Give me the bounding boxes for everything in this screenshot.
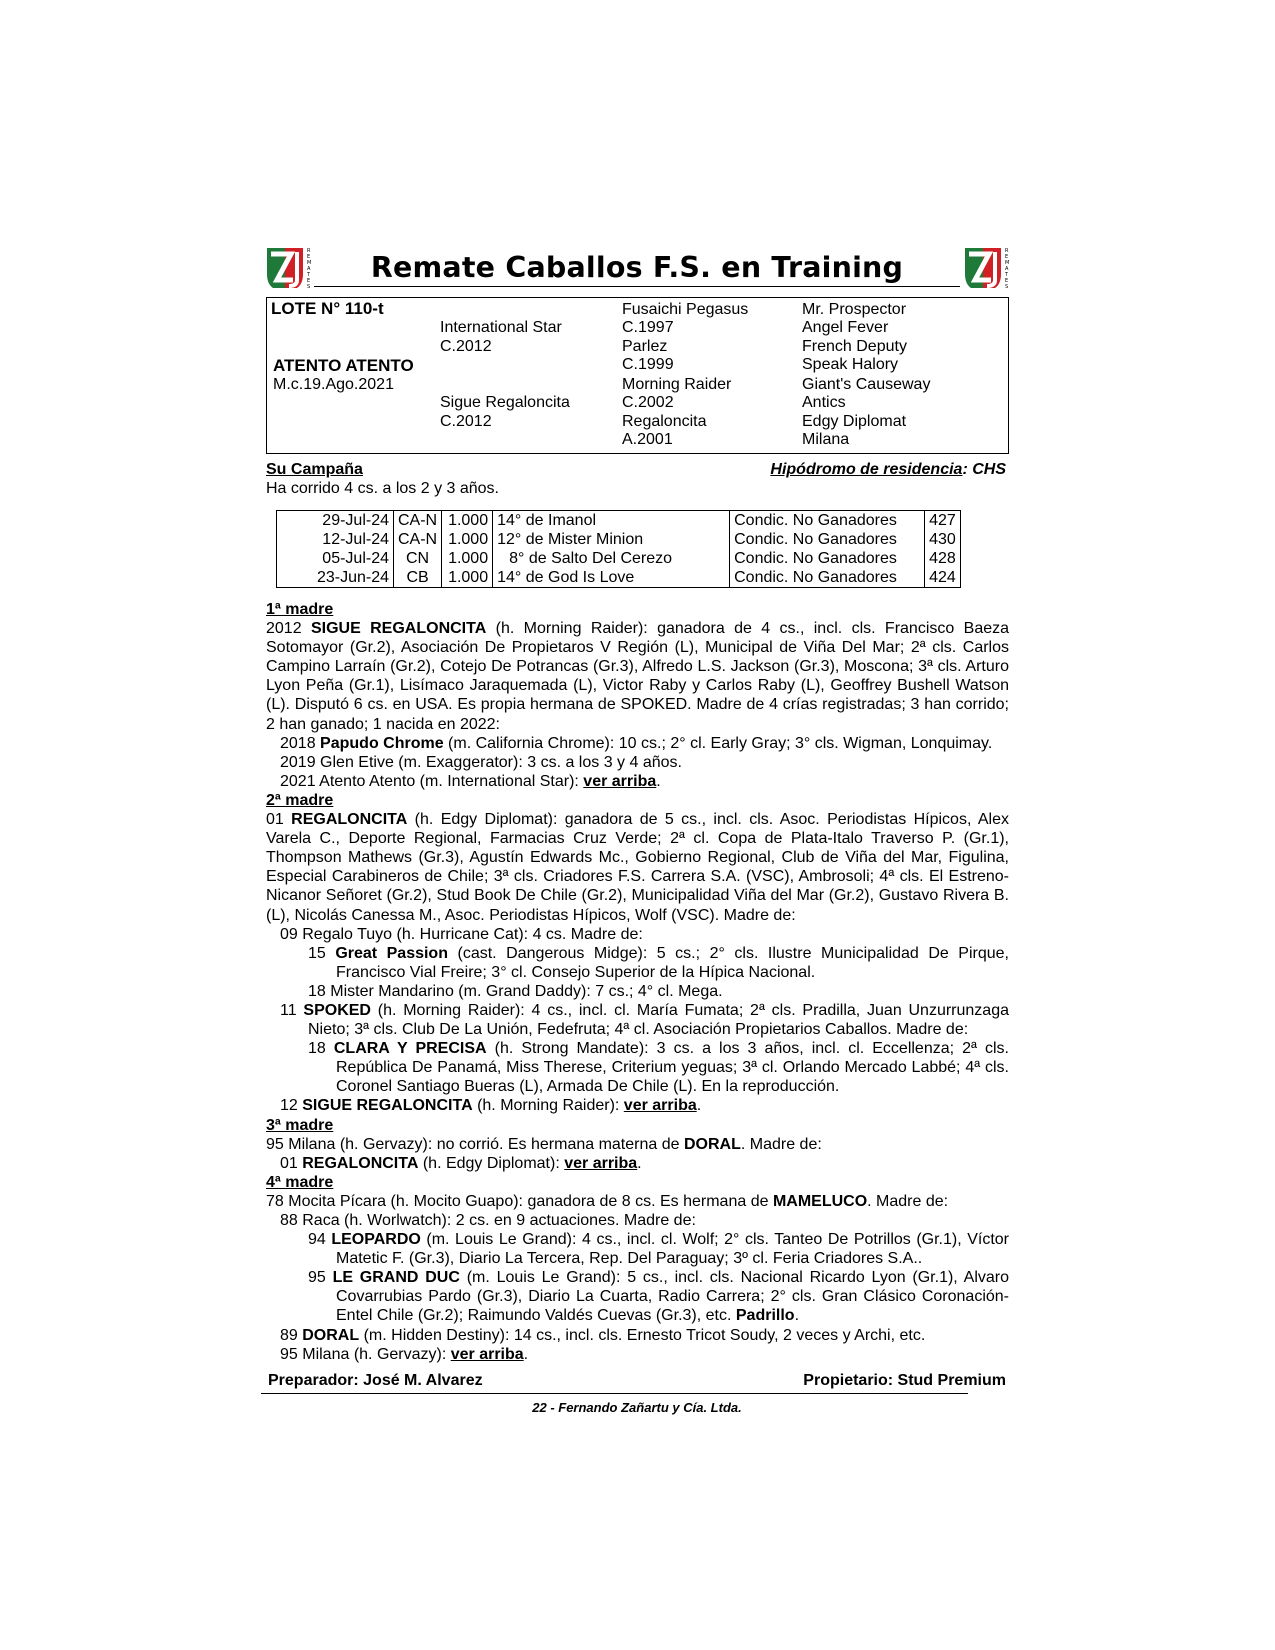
sire-year: C.2012 <box>440 338 492 355</box>
race-condition: Condic. No Ganadores <box>730 568 925 588</box>
offspring-text: (m. Louis Le Grand): 5 cs., incl. cls. Nacional Ricardo Lyon (Gr.1), Alvaro Covarrubias Pardo (Gr.3), Diario La Cuarta, Radio Carrera; 2° cls. Gran Clásico Coronación-Entel Chile (Gr.2); Raimundo Valdés Cuevas (Gr.3), etc. <box>336 1269 1009 1325</box>
second-dam-heading: 2ª madre <box>266 791 334 809</box>
offspring-text: (h. Strong Mandate): 3 cs. a los 3 años, incl. cl. Eccellenza; 2ª cls. República De Panamá, Miss Therese, Criterium yeguas; 3ª cl. Orlando Mercado Labbé; 4ª cls. Coronel Santiago Bueras (L), Armada De Chile (L). En la reproducción. <box>336 1040 1010 1096</box>
table-row <box>277 549 961 568</box>
fourth-dam-heading: 4ª madre <box>266 1173 334 1191</box>
year: 2012 <box>266 620 302 638</box>
dam-text: (h. Morning Raider): ganadora de 4 cs., incl. cls. Francisco Baeza Sotomayor (Gr.2), Asociación De Propietaros V Región (L), Municipal de Viña Del Mar; 2ª cls. Carlos Campino Larraín (Gr.2), Cotejo De Potrancas (Gr.3), Alfredo L.S. Jackson (Gr.3), Moscona; 3ª cls. Arturo Lyon Peña (Gr.1), Lisímaco Jaraquemada (L), Victor Raby y Carlos Raby (L), Geoffrey Bushell Watson (L). Disputó 6 cs. en USA. Es propia hermana de SPOKED. Madre de 4 crías registradas; 3 han corrido; 2 han ganado; 1 nacida en 2022: <box>266 620 1010 733</box>
dam-name: REGALONCITA <box>291 811 408 829</box>
race-number: 424 <box>925 568 961 588</box>
offspring-name: DORAL <box>302 1326 360 1344</box>
svg-text:R: R <box>307 248 311 254</box>
offspring-name: Papudo Chrome <box>320 734 444 752</box>
gen2-item: Morning Raider <box>622 376 732 393</box>
lot-number: LOTE N° 110-t <box>271 299 384 318</box>
race-distance: 1.000 <box>442 568 493 588</box>
owner: Propietario: Stud Premium <box>803 1372 1006 1389</box>
year: 2018 <box>280 734 316 752</box>
gen3-item: Angel Fever <box>802 319 889 336</box>
offspring-name: SIGUE REGALONCITA <box>302 1097 473 1115</box>
offspring-name: SPOKED <box>303 1001 371 1019</box>
dam-text: (h. Edgy Diplomat): ganadora de 5 cs., incl. cls. Asoc. Periodistas Hípicos, Alex Varela C., Deporte Regional, Farmacias Cruz Verde; 2ª cl. Copa de Plata-Italo Traverso P. (Gr.1), Thompson Mathews (Gr.3), Agustín Edwards Mc., Gobierno Regional, Club de Viña del Mar, Figulina, Especial Carabineros de Chile; 3ª cls. Criadores F.S. Carrera S.A. (VSC), Ambrosoli; 4ª cls. El Estreno-Nicanor Señoret (Gr.2), Stud Book De Chile (Gr.2), Municipalidad Viña del Mar (Gr.2), Gustavo Rivera B. (L), Nicolás Canessa M., Asoc. Periodistas Hípicos, Wolf (VSC). Madre de: <box>266 811 1009 924</box>
dam-text-end: . Madre de: <box>867 1192 949 1210</box>
catalog-page <box>264 245 1010 1415</box>
residence <box>770 460 1006 479</box>
offspring-item: 2021 Atento Atento (m. International Star): ver arriba. <box>280 772 661 790</box>
svg-text:S: S <box>307 284 311 290</box>
year: 01 <box>280 1154 298 1172</box>
dam-text: 95 Milana (h. Gervazy): no corrió. Es hermana materna de <box>266 1135 684 1153</box>
year: 94 <box>308 1231 326 1249</box>
see-above-link[interactable]: ver arriba <box>564 1154 638 1172</box>
svg-text:T: T <box>307 272 311 278</box>
offspring-text: 95 Milana (h. Gervazy): <box>280 1345 451 1363</box>
first-dam-heading: 1ª madre <box>266 601 334 618</box>
race-number: 427 <box>925 511 961 531</box>
race-date: 05-Jul-24 <box>322 549 389 567</box>
year: 11 <box>280 1001 297 1019</box>
offspring-item: 88 Raca (h. Worlwatch): 2 cs. en 9 actuaciones. Madre de: <box>280 1212 696 1229</box>
campaign-heading: Su Campaña <box>266 461 363 478</box>
third-dam-paragraph <box>266 1135 1009 1154</box>
campaign-heading-row <box>266 460 1006 479</box>
offspring-text: (m. California Chrome): 10 cs.; 2° cl. Early Gray; 3° cls. Wigman, Lonquimay. <box>443 734 993 752</box>
sire-name: International Star <box>440 319 562 336</box>
gen2-item: Parlez <box>622 338 668 355</box>
svg-text:E: E <box>1005 254 1009 260</box>
svg-text:A: A <box>1005 266 1009 272</box>
gen3-item: Edgy Diplomat <box>802 413 907 430</box>
pedigree-box <box>266 297 1009 454</box>
race-number: 430 <box>925 530 961 549</box>
offspring-text: (cast. Dangerous Midge): 5 cs.; 2° cls. Ilustre Municipalidad De Pirque, Francisco Vial Freire; 3° cl. Consejo Superior de la Hípica Nacional. <box>336 944 1009 981</box>
horse-birth: M.c.19.Ago.2021 <box>273 376 394 393</box>
sibling-name: DORAL <box>683 1135 741 1153</box>
dam-text: 78 Mocita Pícara (h. Mocito Guapo): ganadora de 8 cs. Es hermana de <box>266 1192 773 1210</box>
gen3-item: Mr. Prospector <box>802 301 907 318</box>
year: 15 <box>308 944 326 962</box>
race-result: 14° de Imanol <box>493 511 730 531</box>
grand-offspring-item: 18 Mister Mandarino (m. Grand Daddy): 7 cs.; 4° cl. Mega. <box>308 982 723 1000</box>
svg-text:S: S <box>1005 284 1009 290</box>
grand-offspring-item <box>266 1039 1009 1096</box>
race-table <box>276 510 961 588</box>
page-title: Remate Caballos F.S. en Training <box>370 251 904 284</box>
offspring-text: 2021 Atento Atento (m. International Star): <box>280 772 584 790</box>
third-dam-heading: 3ª madre <box>266 1116 334 1134</box>
year: 12 <box>280 1097 298 1115</box>
gen3-item: Milana <box>802 431 850 448</box>
offspring-item: 09 Regalo Tuyo (h. Hurricane Cat): 4 cs. Madre de: <box>280 925 643 943</box>
race-condition: Condic. No Ganadores <box>730 511 925 531</box>
race-track: CN <box>394 549 442 568</box>
offspring-item: 2019 Glen Etive (m. Exaggerator): 3 cs. a los 3 y 4 años. <box>280 753 682 771</box>
offspring-name: LEOPARDO <box>331 1231 421 1249</box>
gen2-item: Fusaichi Pegasus <box>622 301 749 318</box>
race-distance: 1.000 <box>442 549 493 568</box>
year: 95 <box>308 1269 326 1287</box>
year: 01 <box>266 811 284 829</box>
svg-text:T: T <box>1005 272 1009 278</box>
footer-row <box>266 1371 1008 1390</box>
svg-text:R: R <box>1005 248 1009 254</box>
race-result: 8° de Salto Del Cerezo <box>493 549 730 568</box>
dam-year: C.2012 <box>440 413 492 430</box>
grand-offspring-item <box>266 1230 1009 1268</box>
pedigree-notes <box>266 600 1009 1364</box>
offspring-name: LE GRAND DUC <box>332 1269 460 1287</box>
offspring-name: REGALONCITA <box>302 1154 419 1172</box>
title-divider <box>314 286 960 287</box>
offspring-item <box>266 734 1009 753</box>
svg-text:A: A <box>307 266 311 272</box>
race-track: CB <box>394 568 442 588</box>
offspring-text: (h. Morning Raider): 4 cs., incl. cl. María Fumata; 2ª cls. Pradilla, Juan Unzurrunzaga Nieto; 3ª cls. Club De La Unión, Fedefruta; 4ª cl. Asociación Propietarios Caballos. Madre de: <box>308 1001 1010 1039</box>
race-distance: 1.000 <box>442 530 493 549</box>
dam-name: Sigue Regaloncita <box>440 394 570 411</box>
table-row <box>277 511 961 531</box>
page-footer: 22 - Fernando Zañartu y Cía. Ltda. <box>532 1400 742 1415</box>
offspring-item: 12 SIGUE REGALONCITA (h. Morning Raider): ver arriba. <box>280 1097 702 1115</box>
offspring-text: (h. Morning Raider): <box>472 1097 624 1115</box>
gen3-item: Antics <box>802 394 846 411</box>
offspring-name: Great Passion <box>335 944 448 962</box>
race-distance: 1.000 <box>442 511 493 531</box>
gen2-item: C.2002 <box>622 394 674 411</box>
first-dam-paragraph <box>266 619 1009 734</box>
offspring-text: (h. Edgy Diplomat): <box>418 1154 565 1172</box>
offspring-item: 01 REGALONCITA (h. Edgy Diplomat): ver arriba. <box>280 1154 642 1172</box>
offspring-text: (m. Louis Le Grand): 4 cs., incl. cl. Wolf; 2° cls. Tanteo De Potrillos (Gr.1), Víctor Matetic F. (Gr.3), Diario La Tercera, Rep. Del Paraguay; 3º cl. Feria Criadores S.A.. <box>336 1231 1009 1268</box>
svg-text:M: M <box>1005 260 1010 266</box>
see-above-link[interactable]: ver arriba <box>583 772 657 790</box>
see-above-link[interactable]: ver arriba <box>623 1097 697 1115</box>
campaign-summary: Ha corrido 4 cs. a los 2 y 3 años. <box>266 480 499 497</box>
race-date: 23-Jun-24 <box>316 568 389 586</box>
race-condition: Condic. No Ganadores <box>730 530 925 549</box>
stallion-label: Padrillo <box>735 1307 795 1325</box>
race-condition: Condic. No Ganadores <box>730 549 925 568</box>
trainer: Preparador: José M. Alvarez <box>268 1372 483 1389</box>
svg-text:M: M <box>307 260 312 266</box>
offspring-text: (m. Hidden Destiny): 14 cs., incl. cls. Ernesto Tricot Soudy, 2 veces y Archi, etc. <box>359 1326 926 1344</box>
zj-logo-right <box>961 244 1015 290</box>
gen3-item: Speak Halory <box>802 356 899 373</box>
grand-offspring-item <box>266 944 1009 982</box>
year: 18 <box>308 1040 326 1058</box>
offspring-item <box>266 1326 1009 1345</box>
offspring-name: CLARA Y PRECISA <box>333 1040 487 1058</box>
offspring-item: 95 Milana (h. Gervazy): ver arriba. <box>280 1345 529 1363</box>
race-track: CA-N <box>394 511 442 531</box>
race-result: 12° de Mister Minion <box>493 530 730 549</box>
svg-text:E: E <box>1005 278 1009 284</box>
dam-text-end: . Madre de: <box>740 1135 822 1153</box>
svg-text:E: E <box>307 278 311 284</box>
gen3-item: French Deputy <box>802 338 907 355</box>
gen2-item: C.1999 <box>622 356 674 373</box>
residence-label: Hipódromo de residencia <box>770 461 963 478</box>
sibling-name: MAMELUCO <box>772 1192 868 1210</box>
gen2-item: C.1997 <box>622 319 674 336</box>
race-result: 14° de God Is Love <box>493 568 730 588</box>
horse-name: ATENTO ATENTO <box>273 356 414 375</box>
offspring-item <box>266 1001 1009 1039</box>
gen2-item: A.2001 <box>622 431 673 448</box>
fourth-dam-paragraph <box>266 1192 1009 1211</box>
dam-name: SIGUE REGALONCITA <box>310 620 487 638</box>
gen3-item: Giant's Causeway <box>802 376 931 393</box>
gen2-item: Regaloncita <box>622 413 707 430</box>
second-dam-paragraph <box>266 810 1009 925</box>
grand-offspring-item: 95 LE GRAND DUC (m. Louis Le Grand): 5 cs., incl. cls. Nacional Ricardo Lyon (Gr.1), Alvaro Covarrubias Pardo (Gr.3), Diario La Cuarta, Radio Carrera; 2° cls. Gran Clásico Coronación-Entel Chile (Gr.2); Raimundo Valdés Cuevas (Gr.3), etc. Padrillo. <box>308 1269 1009 1325</box>
table-row <box>277 530 961 549</box>
race-date: 29-Jul-24 <box>322 511 389 529</box>
see-above-link[interactable]: ver arriba <box>450 1345 524 1363</box>
zj-logo-left <box>263 244 317 290</box>
footer-divider <box>261 1393 968 1394</box>
race-number: 428 <box>925 549 961 568</box>
race-track: CA-N <box>394 530 442 549</box>
residence-value: : CHS <box>962 461 1006 478</box>
svg-text:E: E <box>307 254 311 260</box>
race-date: 12-Jul-24 <box>322 530 389 548</box>
table-row <box>277 568 961 588</box>
year: 89 <box>280 1326 298 1344</box>
